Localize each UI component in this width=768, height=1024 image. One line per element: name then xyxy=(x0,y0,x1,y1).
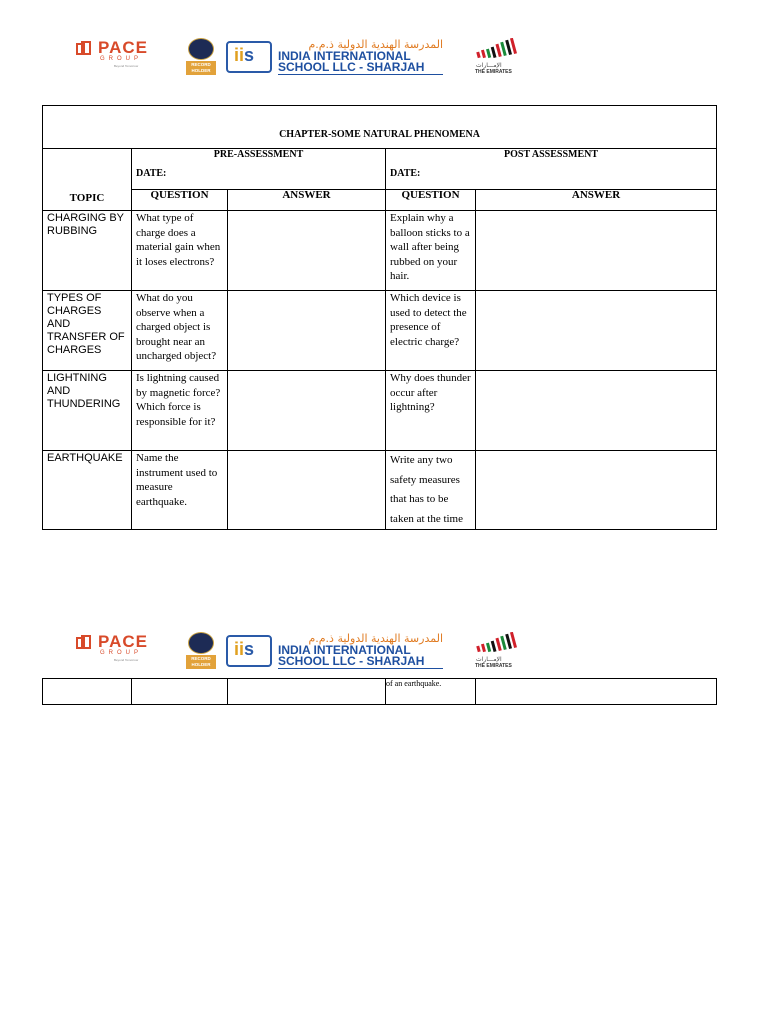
pre-answer-cell[interactable] xyxy=(228,451,386,530)
table-row xyxy=(43,451,717,530)
emirates-english: THE EMIRATES xyxy=(475,69,512,75)
emirates-bars-icon xyxy=(476,38,520,60)
pace-icon xyxy=(76,40,98,58)
pre-assessment-date: DATE: xyxy=(136,168,167,179)
table-row xyxy=(43,211,717,291)
guinness-seal-icon xyxy=(188,38,214,60)
pre-question-cell: Name the instrument used to measure earthquake. xyxy=(132,451,228,530)
school-name-arabic: المدرسة الهندية الدولية ذ.م.م xyxy=(308,38,443,51)
pre-answer-header: ANSWER xyxy=(228,190,386,211)
page-header-1 xyxy=(0,38,768,88)
post-answer-cell[interactable] xyxy=(476,371,717,451)
post-answer-header: ANSWER xyxy=(476,190,717,211)
pace-tagline: Beyond Tomorrow xyxy=(114,658,139,662)
pre-answer-cell[interactable] xyxy=(228,679,386,705)
pre-assessment-title: PRE-ASSESSMENT xyxy=(213,149,304,160)
post-answer-cell[interactable] xyxy=(476,211,717,291)
topic-cell: LIGHTNING AND THUNDERING xyxy=(43,371,132,451)
post-question-cell: Write any two safety measures that has to be taken at the time xyxy=(386,451,476,530)
assessment-table xyxy=(42,105,717,530)
guinness-record-logo xyxy=(186,632,216,668)
iis-logo: iis xyxy=(226,635,272,667)
chapter-title: CHAPTER-SOME NATURAL PHENOMENA xyxy=(279,129,480,140)
pre-question-cell xyxy=(132,679,228,705)
table-row xyxy=(43,291,717,371)
post-question-cell: Why does thunder occur after lightning? xyxy=(386,371,476,451)
pre-question-cell: What do you observe when a charged object is brought near an uncharged object? xyxy=(132,291,228,371)
school-name-line2: SCHOOL LLC - SHARJAH xyxy=(278,654,425,668)
school-name-line1: INDIA INTERNATIONAL xyxy=(278,643,411,657)
emirates-bars-icon xyxy=(476,632,520,654)
table-row xyxy=(43,371,717,451)
pre-answer-cell[interactable] xyxy=(228,291,386,371)
topic-cell xyxy=(43,679,132,705)
school-name-line1: INDIA INTERNATIONAL xyxy=(278,49,411,63)
the-emirates-logo xyxy=(472,632,522,672)
pace-tagline: Beyond Tomorrow xyxy=(114,64,139,68)
post-answer-cell[interactable] xyxy=(476,679,717,705)
emirates-english: THE EMIRATES xyxy=(475,663,512,669)
iis-logo: iis xyxy=(226,41,272,73)
pace-name: PACE xyxy=(98,38,148,57)
school-name xyxy=(278,38,443,75)
guinness-seal-icon xyxy=(188,632,214,654)
pace-icon xyxy=(76,634,98,652)
topic-cell: EARTHQUAKE xyxy=(43,451,132,530)
pre-answer-cell[interactable] xyxy=(228,371,386,451)
post-question-cell: Explain why a balloon sticks to a wall after being rubbed on your hair. xyxy=(386,211,476,291)
post-answer-cell[interactable] xyxy=(476,451,717,530)
pre-assessment-header xyxy=(132,149,386,190)
post-assessment-title: POST ASSESSMENT xyxy=(504,149,599,160)
pace-group-text: GROUP xyxy=(100,650,143,656)
topic-header: TOPIC xyxy=(43,149,132,211)
guinness-record-logo xyxy=(186,38,216,74)
topic-cell: CHARGING BY RUBBING xyxy=(43,211,132,291)
emirates-arabic: الإمـــارات xyxy=(476,62,502,69)
pace-group-logo xyxy=(76,634,166,666)
guinness-label: RECORD HOLDER xyxy=(186,61,216,75)
school-name-line2: SCHOOL LLC - SHARJAH xyxy=(278,60,425,74)
post-question-cell: of an earthquake. xyxy=(386,679,476,705)
page-header-2 xyxy=(0,632,768,682)
pre-answer-cell[interactable] xyxy=(228,211,386,291)
post-assessment-header xyxy=(386,149,717,190)
pre-question-cell: What type of charge does a material gain when it loses electrons? xyxy=(132,211,228,291)
pre-question-header: QUESTION xyxy=(132,190,228,211)
pace-name: PACE xyxy=(98,632,148,651)
post-answer-cell[interactable] xyxy=(476,291,717,371)
table-title-cell xyxy=(43,106,717,149)
post-question-cell: Which device is used to detect the presence of electric charge? xyxy=(386,291,476,371)
post-question-header: QUESTION xyxy=(386,190,476,211)
emirates-arabic: الإمـــارات xyxy=(476,656,502,663)
continuation-table xyxy=(42,678,717,705)
pace-group-logo xyxy=(76,40,166,72)
school-name xyxy=(278,632,443,669)
table-row xyxy=(43,679,717,705)
post-assessment-date: DATE: xyxy=(390,168,421,179)
guinness-label: RECORD HOLDER xyxy=(186,655,216,669)
school-name-arabic: المدرسة الهندية الدولية ذ.م.م xyxy=(308,632,443,645)
the-emirates-logo xyxy=(472,38,522,78)
pace-group-text: GROUP xyxy=(100,56,143,62)
topic-cell: TYPES OF CHARGES AND TRANSFER OF CHARGES xyxy=(43,291,132,371)
pre-question-cell: Is lightning caused by magnetic force? Which force is responsible for it? xyxy=(132,371,228,451)
